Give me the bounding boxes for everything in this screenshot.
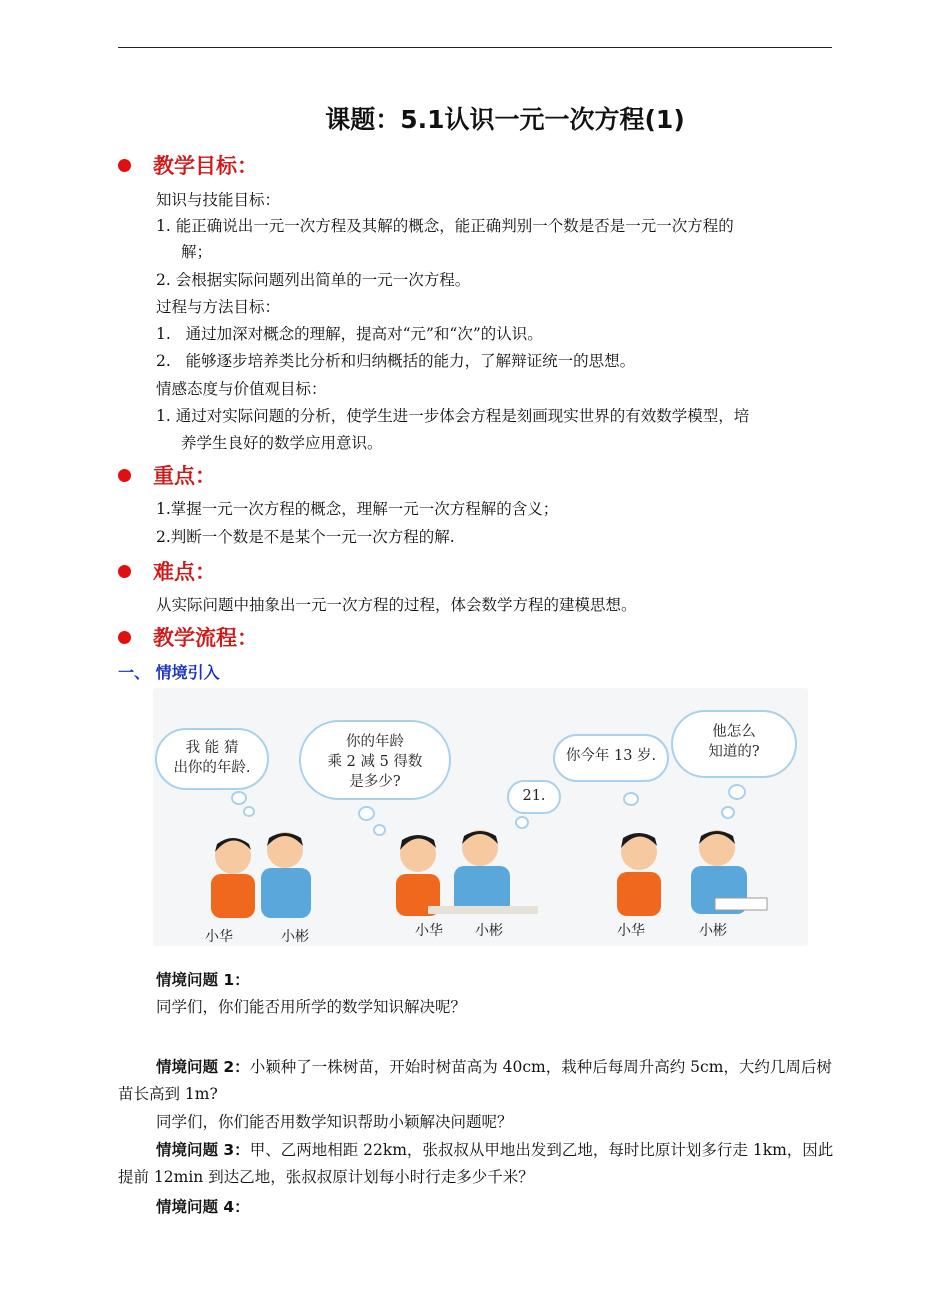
knowledge-item-1-cont: 解； [181,243,213,261]
key-item-2: 2.判断一个数是不是某个一元一次方程的解. [156,528,455,546]
flow-subheading: 一、 情境引入 [118,663,220,682]
knowledge-item-1: 1. 能正确说出一元一次方程及其解的概念，能正确判别一个数是否是一元一次方程的 [156,217,734,235]
student-name: 小华 [205,929,233,945]
speech-bubble: 你今年 13 岁. [553,734,669,782]
student-name: 小彬 [699,923,727,939]
thought-dot [358,806,375,821]
process-item-1: 1. 通过加深对概念的理解，提高对“元”和“次”的认识。 [156,325,543,343]
difficulty-heading [118,556,216,586]
header-rule [118,47,832,48]
emotion-item-1-cont: 养学生良好的数学应用意识。 [181,434,383,452]
knowledge-item-2: 2. 会根据实际问题列出简单的一元一次方程。 [156,271,471,289]
problem-4 [156,1195,250,1219]
key-heading-text: 重点： [153,464,216,488]
key-heading [118,460,216,490]
flow-heading [118,622,258,652]
speech-bubble: 21. [507,780,561,814]
bullet-icon [118,469,131,482]
speech-bubble: 他怎么 知道的? [671,710,797,778]
process-label: 过程与方法目标： [156,298,281,316]
problem-3-text: 甲、乙两地相距 22km，张叔叔从甲地出发到乙地，每时比原计划多行走 1km，因此提前 12min 到达乙地，张叔叔原计划每小时行走多少千米？ [118,1141,834,1186]
problem-2 [118,1054,838,1108]
thought-dot [231,791,247,805]
student-name: 小彬 [281,929,309,945]
lesson-title: 课题：5.1认识一元一次方程(1) [325,105,685,134]
problem-2-text: 小颖种了一株树苗，开始时树苗高为 40cm，栽种后每周升高约 5cm，大约几周后树苗长高到 1m? [118,1058,832,1103]
process-item-2: 2. 能够逐步培养类比分析和归纳概括的能力，了解辩证统一的思想。 [156,352,636,370]
student-name: 小彬 [475,923,503,939]
thought-dot [728,784,746,800]
students-figure [605,824,775,918]
emotion-label: 情感态度与价值观目标： [156,380,327,398]
thought-dot [721,806,735,819]
problem-label: 情境问题 3： [156,1141,250,1159]
problem-label: 情境问题 4： [156,1198,250,1216]
goals-heading-text: 教学目标： [153,154,258,178]
thought-dot [623,792,639,806]
bullet-icon [118,631,131,644]
student-name: 小华 [415,923,443,939]
problem-3 [118,1137,838,1191]
scene-illustration [153,688,808,946]
problem-1 [156,968,250,992]
flow-heading-text: 教学流程： [153,626,258,650]
students-figure [388,824,548,918]
speech-bubble: 我 能 猜 出你的年龄. [155,728,269,790]
key-item-1: 1.掌握一元一次方程的概念，理解一元一次方程解的含义； [156,500,559,518]
difficulty-heading-text: 难点： [153,560,216,584]
thought-dot [373,824,386,836]
goals-heading [118,150,258,180]
thought-dot [243,806,255,817]
emotion-item-1: 1. 通过对实际问题的分析，使学生进一步体会方程是刻画现实世界的有效数学模型，培 [156,407,750,425]
speech-bubble: 你的年龄 乘 2 减 5 得数 是多少? [299,720,451,800]
students-figure [193,826,333,918]
problem-label: 情境问题 2： [156,1058,250,1076]
problem-1-text: 同学们，你们能否用所学的数学知识解决呢？ [156,998,467,1016]
student-name: 小华 [617,923,645,939]
problem-label: 情境问题 1： [156,971,250,989]
problem-2-follow: 同学们，你们能否用数学知识帮助小颖解决问题呢？ [156,1113,513,1131]
difficulty-item-1: 从实际问题中抽象出一元一次方程的过程，体会数学方程的建模思想。 [156,596,637,614]
bullet-icon [118,565,131,578]
bullet-icon [118,159,131,172]
knowledge-label: 知识与技能目标： [156,191,281,209]
